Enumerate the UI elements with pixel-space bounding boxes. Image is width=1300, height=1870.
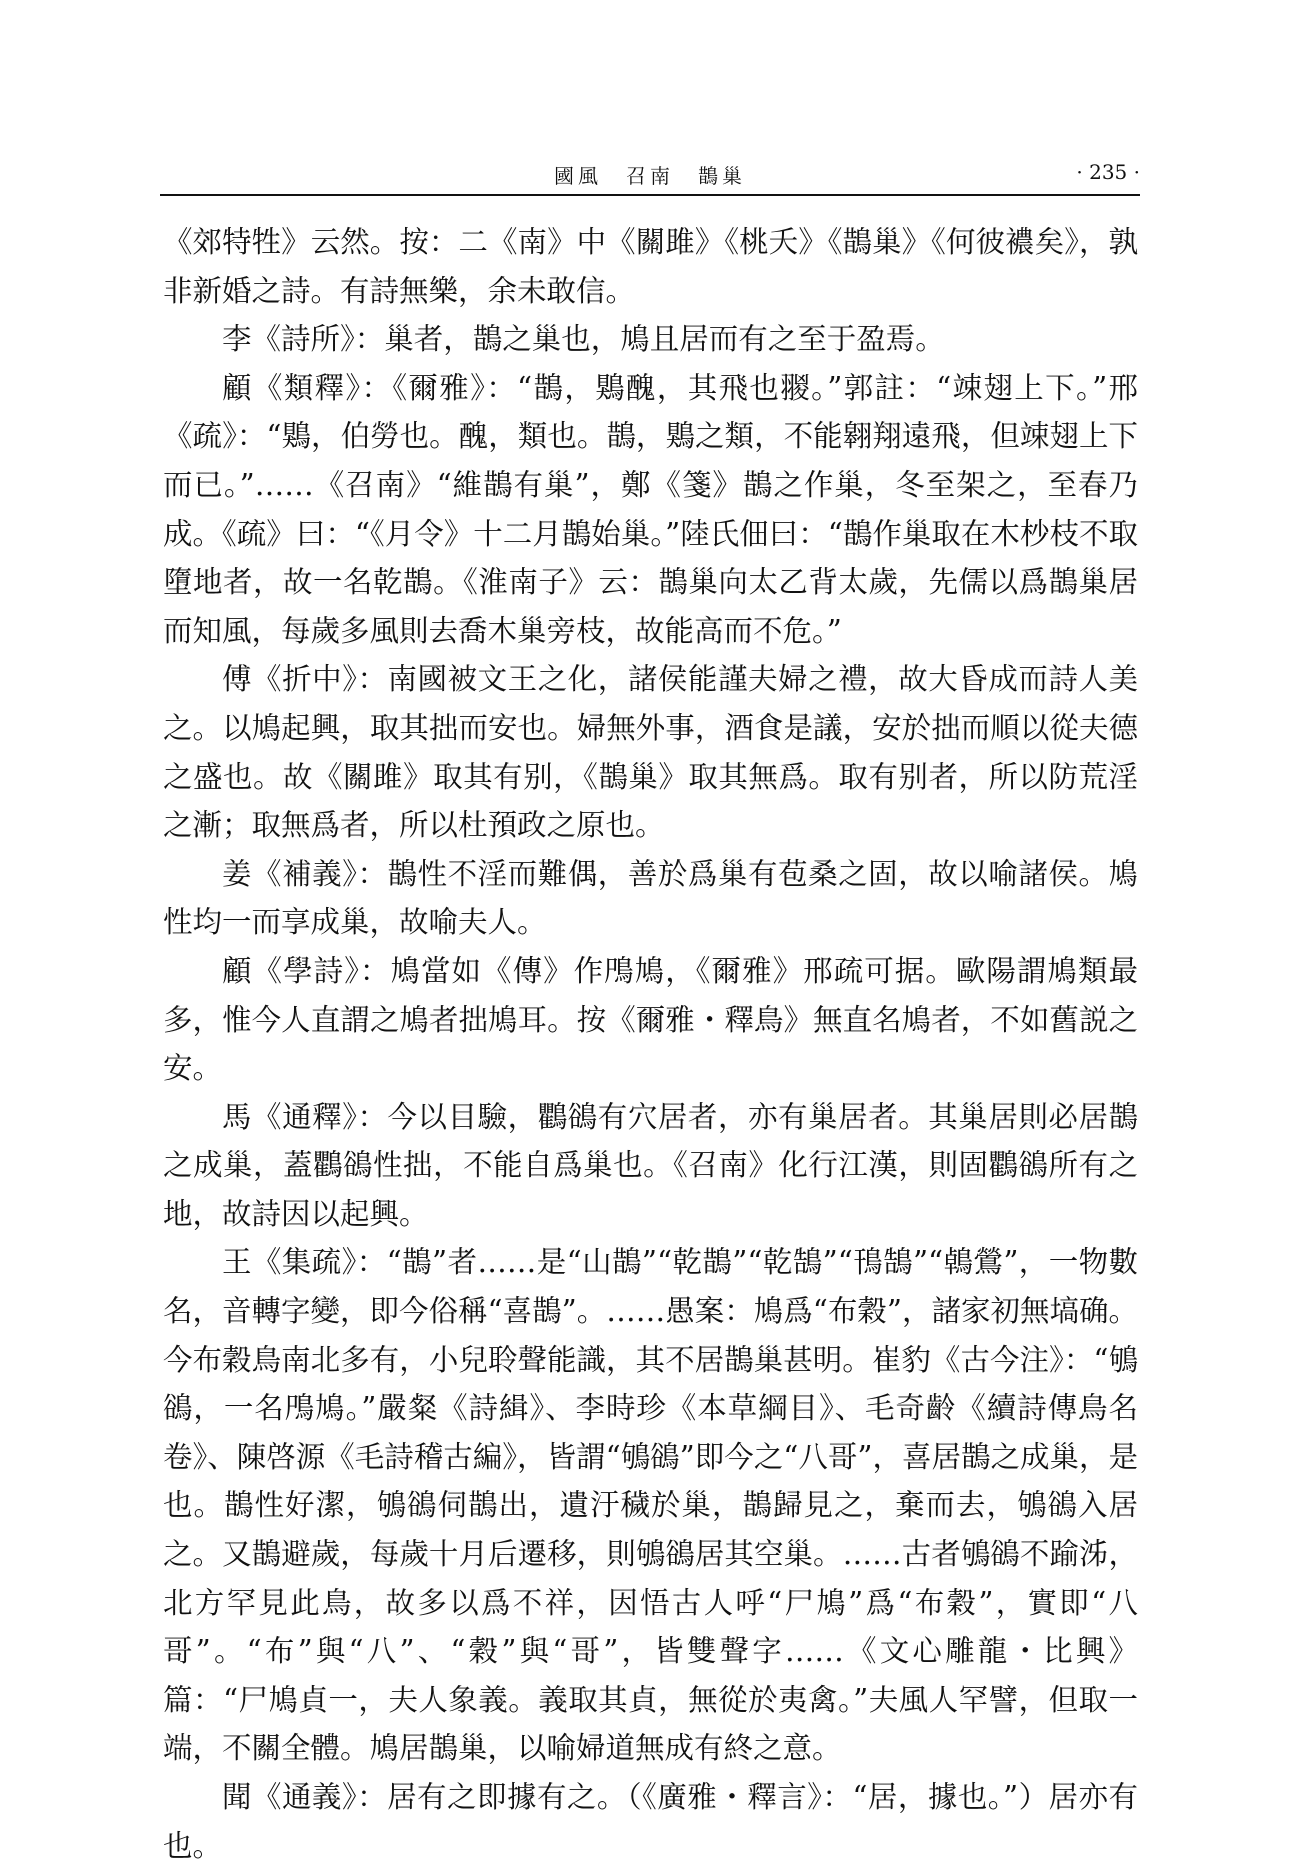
body-text bbox=[163, 218, 1138, 1870]
page-number: · 235 · bbox=[1076, 160, 1140, 184]
paragraph-6: 顧《學詩》：鳩當如《傳》作鳲鳩，《爾雅》邢疏可据。歐陽謂鳩類最多，惟今人直謂之鳩者拙鳩耳。按《爾雅・釋鳥》無直名鳩者，不如舊説之安。 bbox=[163, 953, 1138, 1086]
paragraph-3: 顧《類釋》：《爾雅》：“鵲，鶪醜，其飛也翪。”郭註：“竦翅上下。”邢《疏》：“鶪，伯勞也。醜，類也。鵲，鶪之類，不能翱翔遠飛，但竦翅上下而已。”……《召南》“維鵲有巢”，鄭《箋》鵲之作巢，冬至架之，至春乃成。《疏》曰：“《月令》十二月鵲始巢。”陸氏佃曰：“鵲作巢取在木杪枝不取墮地者，故一名乾鵲。《淮南子》云：鵲巢向太乙背太歲，先儒以爲鵲巢居而知風，每歲多風則去喬木巢旁枝，故能高而不危。” bbox=[163, 370, 1138, 648]
paragraph-1: 《郊特牲》云然。按：二《南》中《關雎》《桃夭》《鵲巢》《何彼襛矣》，孰非新婚之詩。有詩無樂，余未敢信。 bbox=[163, 225, 1138, 308]
paragraph-4: 傅《折中》：南國被文王之化，諸侯能謹夫婦之禮，故大昏成而詩人美之。以鳩起興，取其拙而安也。婦無外事，酒食是議，安於拙而順以從夫德之盛也。故《關雎》取其有别，《鵲巢》取其無爲。取有别者，所以防荒淫之漸；取無爲者，所以杜預政之原也。 bbox=[163, 662, 1138, 843]
paragraph-7: 馬《通釋》：今以目驗，鸜鵒有穴居者，亦有巢居者。其巢居則必居鵲之成巢，蓋鸜鵒性拙，不能自爲巢也。《召南》化行江漢，則固鸜鵒所有之地，故詩因以起興。 bbox=[163, 1099, 1138, 1231]
paragraph-5: 姜《補義》：鵲性不淫而難偶，善於爲巢有苞桑之固，故以喻諸侯。鳩性均一而享成巢，故喻夫人。 bbox=[163, 856, 1138, 940]
paragraph-9: 聞《通義》：居有之即據有之。（《廣雅・釋言》：“居，據也。”）居亦有也。 bbox=[163, 1780, 1138, 1863]
running-title: 國風 召南 鵲巢 bbox=[554, 164, 746, 188]
paragraph-8: 王《集疏》：“鵲”者……是“山鵲”“乾鵲”“乾鵠”“鳱鵠”“鵫鶯”，一物數名，音轉字變，即今俗稱“喜鵲”。……愚案：鳩爲“布穀”，諸家初無塙确。今布穀鳥南北多有，小兒聆聲能識，其不居鵲巢甚明。崔豹《古今注》：“鴝鵒，一名鳲鳩。”嚴粲《詩緝》、李時珍《本草綱目》、毛奇齡《續詩傳鳥名卷》、陳啓源《毛詩稽古編》，皆謂“鴝鵒”即今之“八哥”，喜居鵲之成巢，是也。鵲性好潔，鴝鵒伺鵲出，遺汙穢於巢，鵲歸見之，棄而去，鴝鵒入居之。又鵲避歲，每歲十月后遷移，則鴝鵒居其空巢。……古者鴝鵒不踰泲，北方罕見此鳥，故多以爲不祥，因悟古人呼“尸鳩”爲“布穀”，實即“八哥”。“布”與“八”、“穀”與“哥”，皆雙聲字……《文心雕龍・比興》篇：“尸鳩貞一，夫人象義。義取其貞，無從於夷禽。”夫風人罕譬，但取一端，不關全體。鳩居鵲巢，以喻婦道無成有終之意。 bbox=[163, 1245, 1138, 1766]
paragraph-2: 李《詩所》：巢者，鵲之巢也，鳩且居而有之至于盈焉。 bbox=[222, 322, 945, 357]
running-header bbox=[160, 150, 1140, 196]
header-rule bbox=[160, 194, 1140, 196]
